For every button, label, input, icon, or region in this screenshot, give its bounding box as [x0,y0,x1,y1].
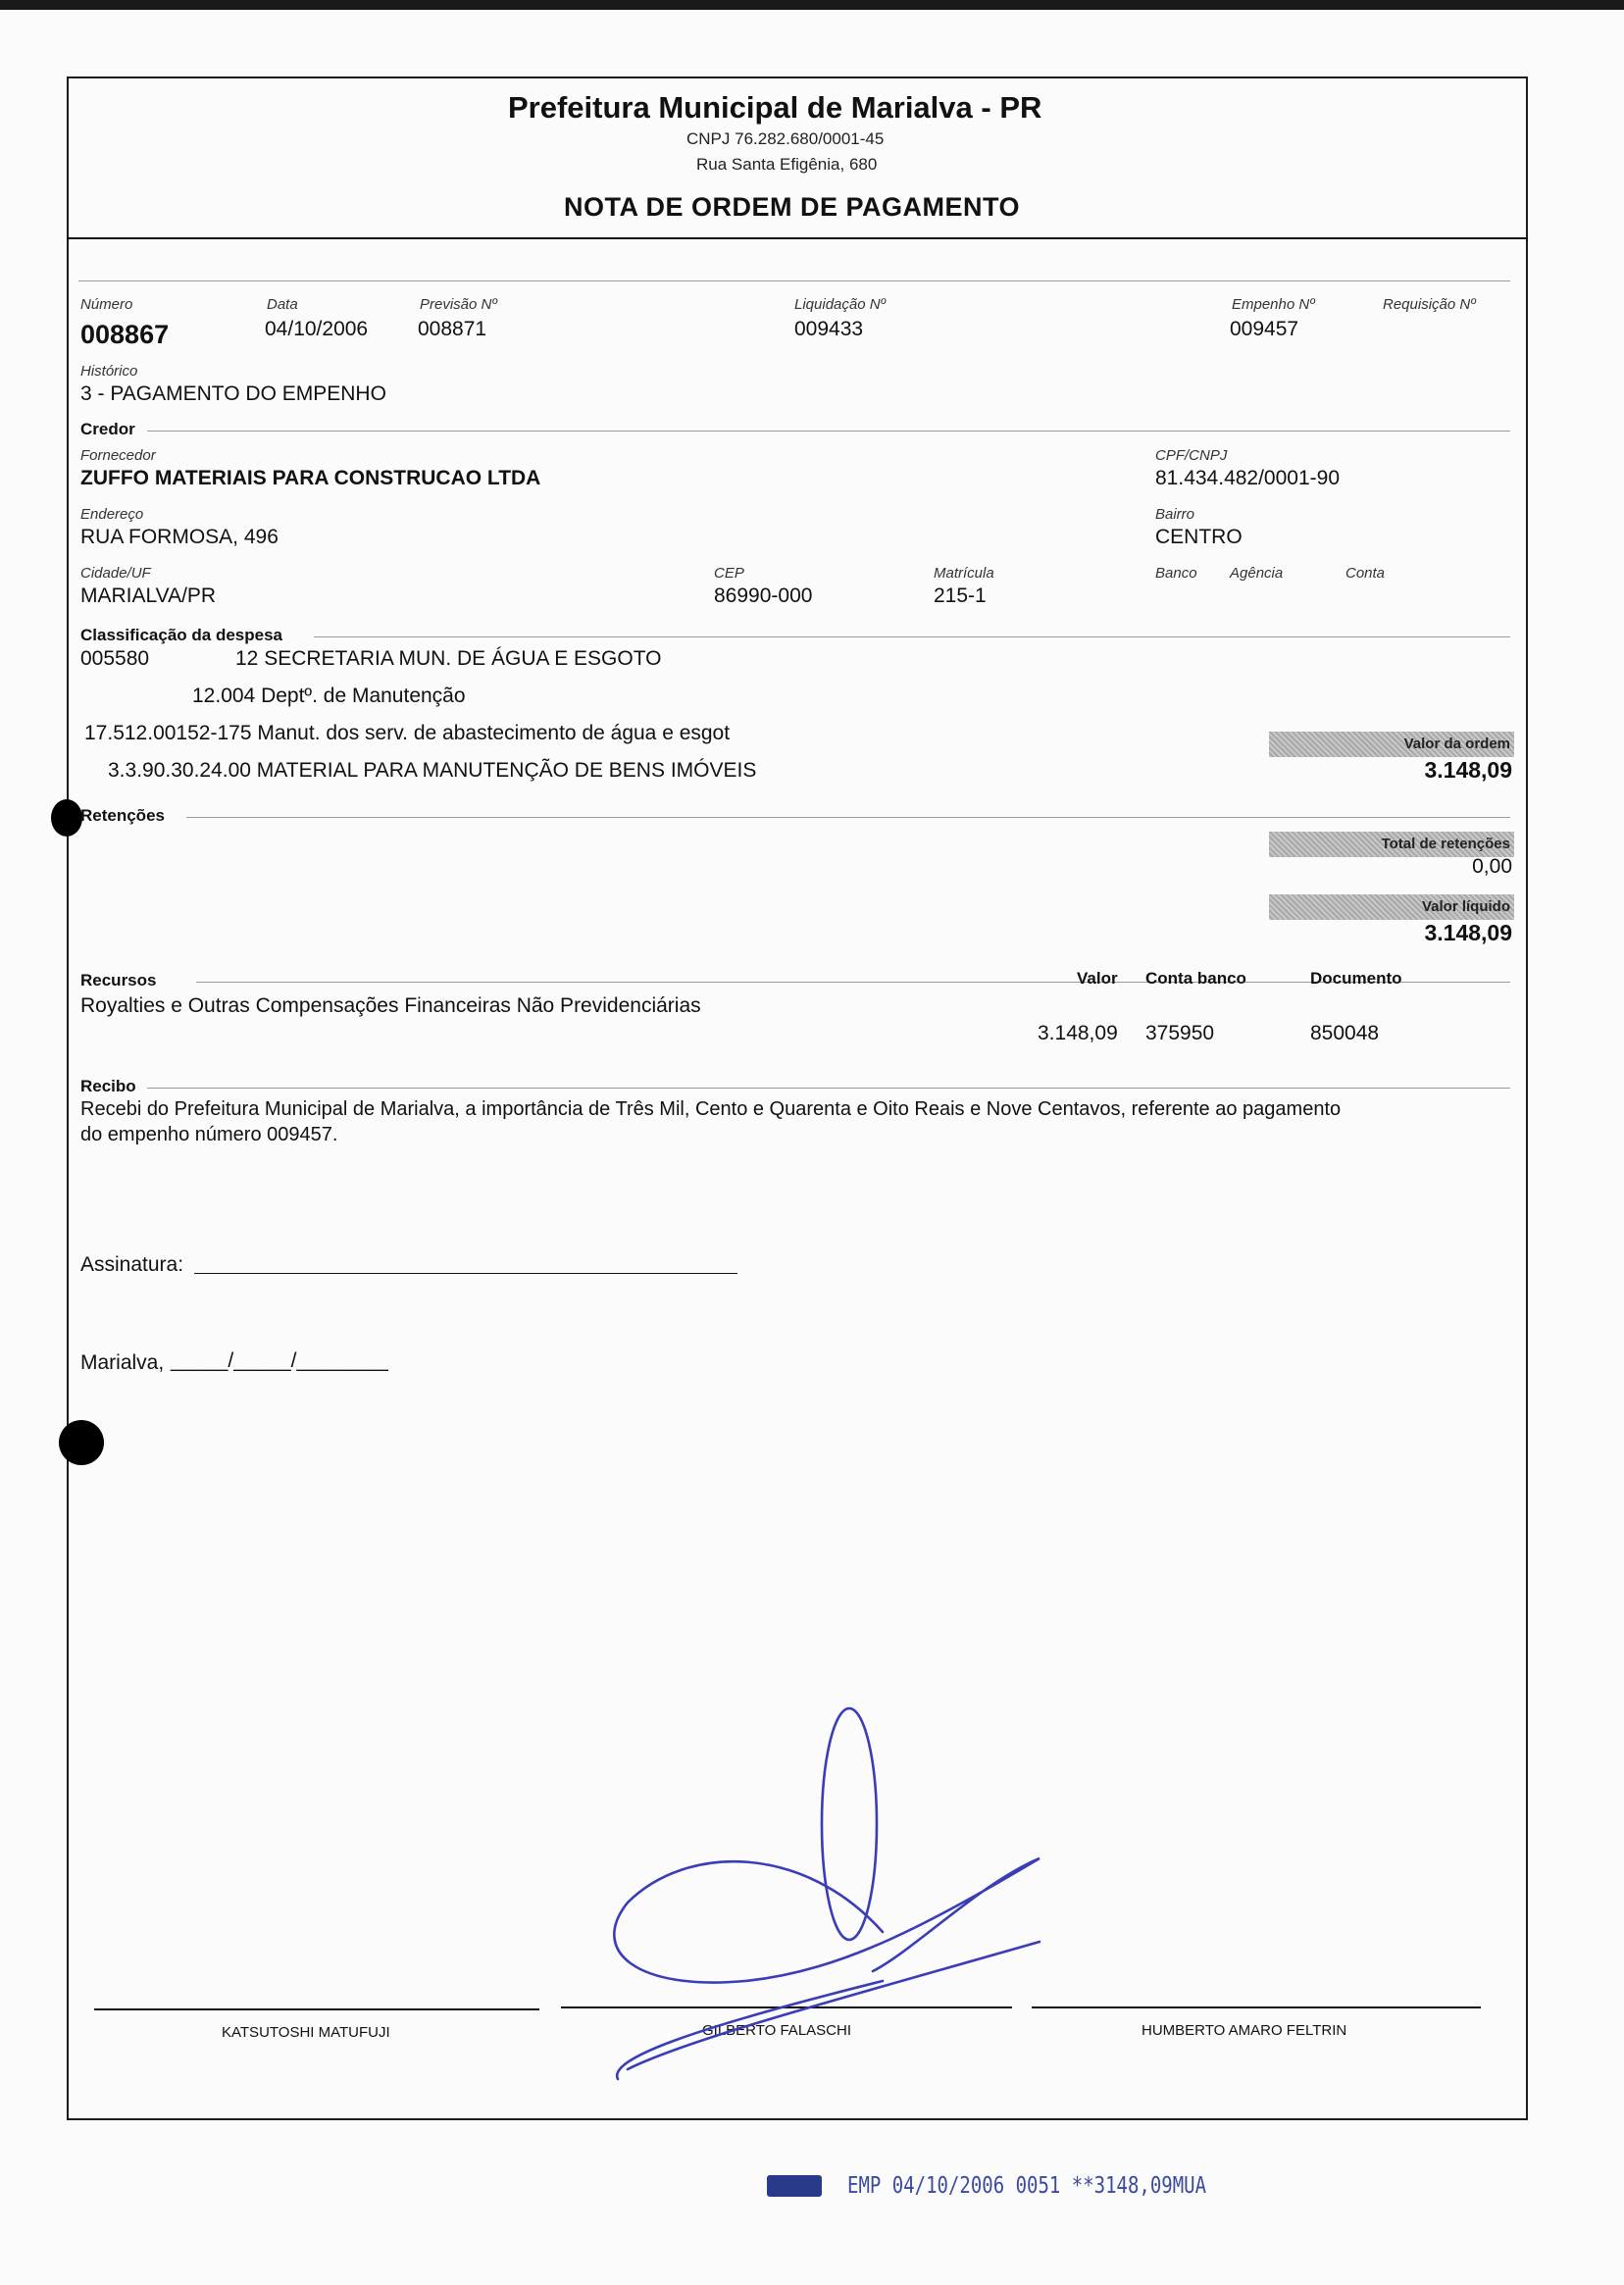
recursos-descricao: Royalties e Outras Compensações Financeiras Não Previdenciárias [80,994,701,1017]
signatory-1: KATSUTOSHI MATUFUJI [222,2024,390,2041]
assinatura-line [194,1273,737,1274]
credor-rule [147,431,1510,432]
signatory-2: GILBERTO FALASCHI [702,2022,851,2039]
total-retencoes-value: 0,00 [1472,855,1512,878]
fornecedor-label: Fornecedor [80,447,156,464]
classificacao-line3: 17.512.00152-175 Manut. dos serv. de abastecimento de água e esgot [84,722,731,744]
classificacao-rule [314,636,1510,637]
cidade-value: MARIALVA/PR [80,584,217,607]
credor-section: Credor [80,420,135,438]
requisicao-label: Requisição Nº [1383,296,1476,313]
scan-top-edge [0,0,1624,10]
classificacao-line4: 3.3.90.30.24.00 MATERIAL PARA MANUTENÇÃO DE BENS IMÓVEIS [108,759,757,782]
issuer-title: Prefeitura Municipal de Marialva - PR [508,90,1042,125]
document-title: NOTA DE ORDEM DE PAGAMENTO [564,192,1021,222]
signature-line-3 [1032,2006,1481,2008]
issuer-address: Rua Santa Efigênia, 680 [696,155,878,174]
empenho-label: Empenho Nº [1232,296,1315,313]
recursos-documento-label: Documento [1310,969,1402,988]
agencia-label: Agência [1230,565,1284,582]
classificacao-section: Classificação da despesa [80,626,283,644]
numero-value: 008867 [80,320,170,349]
endereco-label: Endereço [80,506,144,523]
punch-hole-bottom [59,1420,104,1465]
matricula-value: 215-1 [934,584,987,607]
assinatura-label: Assinatura: [80,1253,184,1276]
fields-top-rule [78,280,1510,281]
punch-hole-top [51,799,82,837]
historico-value: 3 - PAGAMENTO DO EMPENHO [80,382,386,405]
empenho-value: 009457 [1230,318,1299,340]
conta-label: Conta [1345,565,1386,582]
previsao-label: Previsão Nº [420,296,497,313]
valor-liquido-value: 3.148,09 [1424,920,1512,945]
liquidacao-label: Liquidação Nº [794,296,887,313]
matricula-label: Matrícula [934,565,994,582]
recursos-valor-label: Valor [1077,969,1118,988]
bairro-label: Bairro [1155,506,1195,523]
signature-line-1 [94,2008,539,2010]
classificacao-line2: 12.004 Deptº. de Manutenção [192,685,466,707]
recursos-valor: 3.148,09 [1038,1022,1118,1044]
recursos-conta-label: Conta banco [1145,969,1246,988]
banco-label: Banco [1155,565,1197,582]
historico-label: Histórico [80,363,138,380]
recibo-text-line2: do empenho número 009457. [80,1124,338,1145]
local-label: Marialva, [80,1351,165,1374]
data-label: Data [267,296,298,313]
signatory-3: HUMBERTO AMARO FELTRIN [1142,2022,1347,2039]
recursos-section: Recursos [80,971,157,990]
recibo-rule [147,1088,1510,1089]
footer-stamp-logo [767,2175,822,2197]
bairro-value: CENTRO [1155,526,1243,548]
liquidacao-value: 009433 [794,318,864,340]
valor-liquido-label: Valor líquido [1269,894,1514,920]
cep-value: 86990-000 [714,584,813,607]
cidade-label: Cidade/UF [80,565,151,582]
recibo-section: Recibo [80,1077,136,1095]
retencoes-rule [186,817,1510,818]
previsao-value: 008871 [418,318,487,340]
signature-line-2 [561,2006,1012,2008]
data-value: 04/10/2006 [265,318,369,340]
classificacao-line1: 12 SECRETARIA MUN. DE ÁGUA E ESGOTO [235,647,662,670]
valor-ordem-value: 3.148,09 [1424,757,1512,783]
numero-label: Número [80,296,133,313]
issuer-cnpj: CNPJ 76.282.680/0001-45 [686,129,885,148]
valor-ordem-label: Valor da ordem [1269,732,1514,757]
recursos-conta: 375950 [1145,1022,1215,1044]
cep-label: CEP [714,565,744,582]
fornecedor-value: ZUFFO MATERIAIS PARA CONSTRUCAO LTDA [80,467,541,489]
endereco-value: RUA FORMOSA, 496 [80,526,279,548]
header-divider [67,237,1528,239]
footer-stamp: EMP 04/10/2006 0051 **3148,09MUA [847,2172,1207,2200]
date-blank: _____/_____/________ [171,1349,388,1372]
total-retencoes-label: Total de retenções [1269,832,1514,857]
cpf-label: CPF/CNPJ [1155,447,1228,464]
cpf-value: 81.434.482/0001-90 [1155,467,1341,489]
retencoes-section: Retenções [80,806,165,825]
classificacao-code: 005580 [80,647,150,670]
recibo-text-line1: Recebi do Prefeitura Municipal de Marialva, a importância de Três Mil, Cento e Quarenta e Oito Reais e Nove Centavos, referente ao pagamento [80,1098,1342,1120]
recursos-documento: 850048 [1310,1022,1380,1044]
